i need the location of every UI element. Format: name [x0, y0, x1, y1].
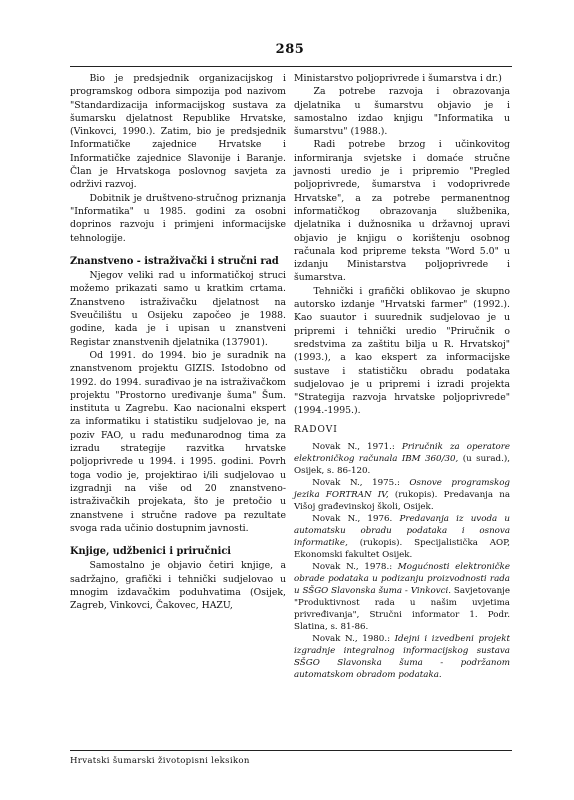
- right-paragraph-2: Za potrebe razvoja i obrazovanja djelatnika u šumarstvu objavio je i samostalno izdao knjigu "Informatika u šumarstvu" (1988.).: [294, 86, 510, 138]
- continued-paragraph: Ministarstvo poljoprivrede i šumarstva i dr.): [294, 73, 502, 84]
- reference-item: Novak N., 1978.: Mogućnosti elektroničke obrade podataka u podizanju proizvodnosti rada u SŠGO Slavonska šuma - Vinkovci. Savjetovanje "Produktivnost rada u našim uvjetima privređivanja", Stručni informator 1. Podr. Slatina, s. 81-86.: [294, 562, 510, 633]
- bio-paragraph-2: Dobitnik je društveno-stručnog priznanja "Informatika" u 1985. godini za osobni doprinos razvoju i primjeni informacijske tehnologije.: [70, 192, 286, 244]
- header-rule: [70, 66, 512, 67]
- reference-item: Novak N., 1980.: Idejni i izvedbeni projekt izgradnje integralnog informacijskog sustava SŠGO Slavonska šuma - podržanom automatskom obradom podataka.: [294, 634, 510, 681]
- research-paragraph-2: Od 1991. do 1994. bio je suradnik na znanstvenom projektu GIZIS. Istodobno od 1992. do 1994. surađivao je na istraživačkom projektu "Prostorno uređivanje šuma" Šum. instituta u Zagrebu. Kao nacionalni ekspert za informatiku i statistiku sudjelovao je, na poziv FAO, u radu međunarodnog tima za izradu strategije razvitka hrvatske poljoprivrede u 1994. i 1995. godini. Povrh toga vodio je, projektirao i/ili sudjelovao u izgradnji na više od 20 znanstveno-istraživačkih projekata, što je pretočio u znanstvene i stručne radove pa rezultate svoga rada učinio dostupnim javnosti.: [70, 349, 286, 534]
- section-heading-research: Znanstveno - istraživački i stručni rad: [70, 255, 279, 267]
- right-paragraph-3: Radi potrebe brzog i učinkovitog informiranja svjetske i domaće stručne javnosti uredio je i pripremio "Pregled poljoprivrede, šumarstva i vodoprivrede Hrvatske", a za potrebe permanentnog informatičkog obrazovanja službenika, djelatnika i dužnosnika u državnoj upravi objavio je knjigu o korištenju osobnog računala kod pripreme teksta "Word 5.0" u izdanju Ministarstva poljoprivrede i šumarstva.: [294, 139, 510, 284]
- running-footer: Hrvatski šumarski životopisni leksikon: [70, 756, 250, 766]
- bio-paragraph-1: Bio je predsjednik organizacijskog i programskog odbora simpozija pod nazivom "Standardizacija informacijskog sustava za šumarsku djelatnost Republike Hrvatske, (Vinkovci, 1990.). Zatim, bio je predsjednik Informatičke zajednice Hrvatske i Informatičke zajednice Slavonije i Baranje. Član je Hrvatskoga poslovnog savjeta za održivi razvoj.: [70, 73, 286, 191]
- section-heading-books: Knjige, udžbenici i priručnici: [70, 546, 232, 558]
- footer-rule: [70, 750, 512, 751]
- research-paragraph-1: Njegov veliki rad u informatičkoj struci možemo prikazati samo u kratkim crtama. Znanstveno istraživačku djelatnost na Sveučilištu u Osijeku započeo je 1988. godine, kada je i upisan u znanstveni Registar znanstvenih djelatnika (137901).: [70, 270, 286, 348]
- page-number: 285: [275, 42, 305, 57]
- reference-item: Novak N., 1976. Predavanja iz uvoda u automatsku obradu podataka i osnova informatike, (rukopis). Specijalistička AOP, Ekonomski fakultet Osijek.: [294, 514, 510, 561]
- right-paragraph-4: Tehnički i grafički oblikovao je skupno autorsko izdanje "Hrvatski farmer" (1992.). Kao suautor i suurednik sudjelovao je u pripremi i tehnički uredio "Priručnik o sredstvima za zaštitu bilja u R. Hrvatskoj" (1993.), a kao ekspert za informacijske sustave i statističku obradu podataka sudjelovao je u pripremi i izradi projekta "Strategija razvoja hrvatske poljoprivrede" (1994.-1995.).: [294, 285, 510, 417]
- left-column: [70, 72, 286, 613]
- reference-item: Novak N., 1971.: Priručnik za operatore elektroničkog računala IBM 360/30, (u surad.), Osijek, s. 86-120.: [294, 442, 510, 477]
- right-column: [294, 72, 510, 681]
- reference-list: [294, 441, 510, 681]
- section-heading-works: RADOVI: [294, 424, 338, 435]
- reference-item: Novak N., 1975.: Osnove programskog jezika FORTRAN IV, (rukopis). Predavanja na Višoj građevinskoj školi, Osijek.: [294, 478, 511, 513]
- books-paragraph-1: Samostalno je objavio četiri knjige, a sadržajno, grafički i tehnički sudjelovao u mnogim izdavačkim poduhvatima (Osijek, Zagreb, Vinkovci, Čakovec, HAZU,: [70, 560, 286, 612]
